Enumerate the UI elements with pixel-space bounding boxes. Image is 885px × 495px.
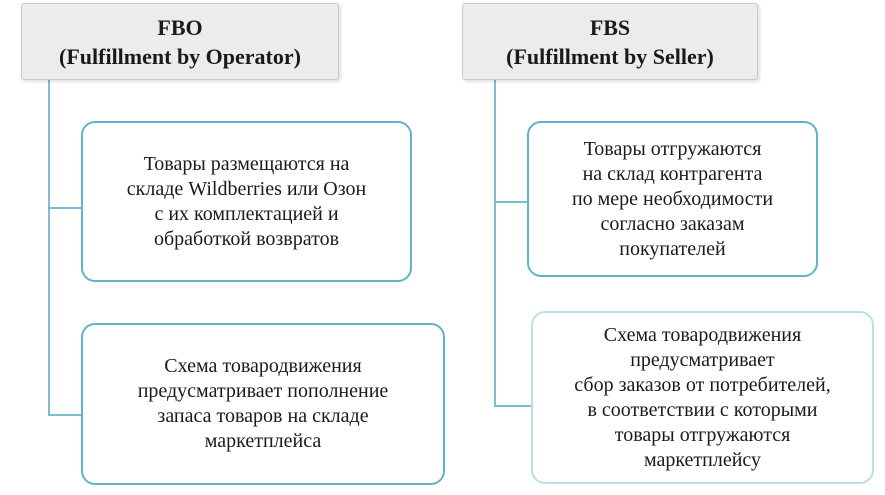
text-line: по мере необходимости bbox=[571, 187, 774, 210]
fbs-subtitle: (Fulfillment by Seller) bbox=[506, 43, 714, 69]
text-line: Товары размещаются на bbox=[143, 152, 350, 175]
text-line: на склад контрагента bbox=[582, 162, 763, 185]
fbo-connector-branch bbox=[48, 207, 82, 209]
text-line: с их комплектацией и bbox=[154, 202, 339, 225]
text-line: товары отгружаются bbox=[614, 423, 791, 446]
fbo-title: FBO bbox=[157, 14, 203, 40]
text-line: предусматривает пополнение bbox=[137, 380, 389, 402]
fbo-scheme-box bbox=[81, 323, 445, 485]
text-line: предусматривает bbox=[630, 348, 775, 371]
text-line: Схема товародвижения bbox=[603, 323, 802, 346]
text-line: сбор заказов от потребителей, bbox=[574, 373, 831, 396]
text-line: Схема товародвижения bbox=[164, 355, 362, 377]
fbs-header bbox=[462, 3, 758, 80]
fbo-header bbox=[21, 3, 339, 80]
text-line: маркетплейсу bbox=[643, 448, 762, 471]
text-line: покупателей bbox=[619, 237, 726, 260]
fbs-connector-branch bbox=[494, 201, 528, 203]
fbo-connector-branch bbox=[48, 414, 82, 416]
text-line: складе Wildberries или Озон bbox=[126, 177, 367, 200]
fbo-connector-spine bbox=[48, 80, 50, 416]
text-line: маркетплейса bbox=[204, 430, 322, 452]
fbs-scheme-box bbox=[531, 311, 874, 484]
text-line: согласно заказам bbox=[600, 212, 745, 235]
fbs-connector-branch bbox=[494, 405, 532, 407]
fbo-subtitle: (Fulfillment by Operator) bbox=[59, 43, 301, 69]
text-line: в соответствии с которыми bbox=[587, 398, 818, 421]
text-line: Товары отгружаются bbox=[583, 137, 762, 160]
fbs-description-box bbox=[527, 121, 818, 277]
text-line: запаса товаров на складе bbox=[157, 405, 369, 427]
fbo-description-box bbox=[81, 121, 412, 282]
fbs-title: FBS bbox=[589, 14, 631, 40]
text-line: обработкой возвратов bbox=[153, 227, 340, 250]
fbs-connector-spine bbox=[494, 80, 496, 407]
